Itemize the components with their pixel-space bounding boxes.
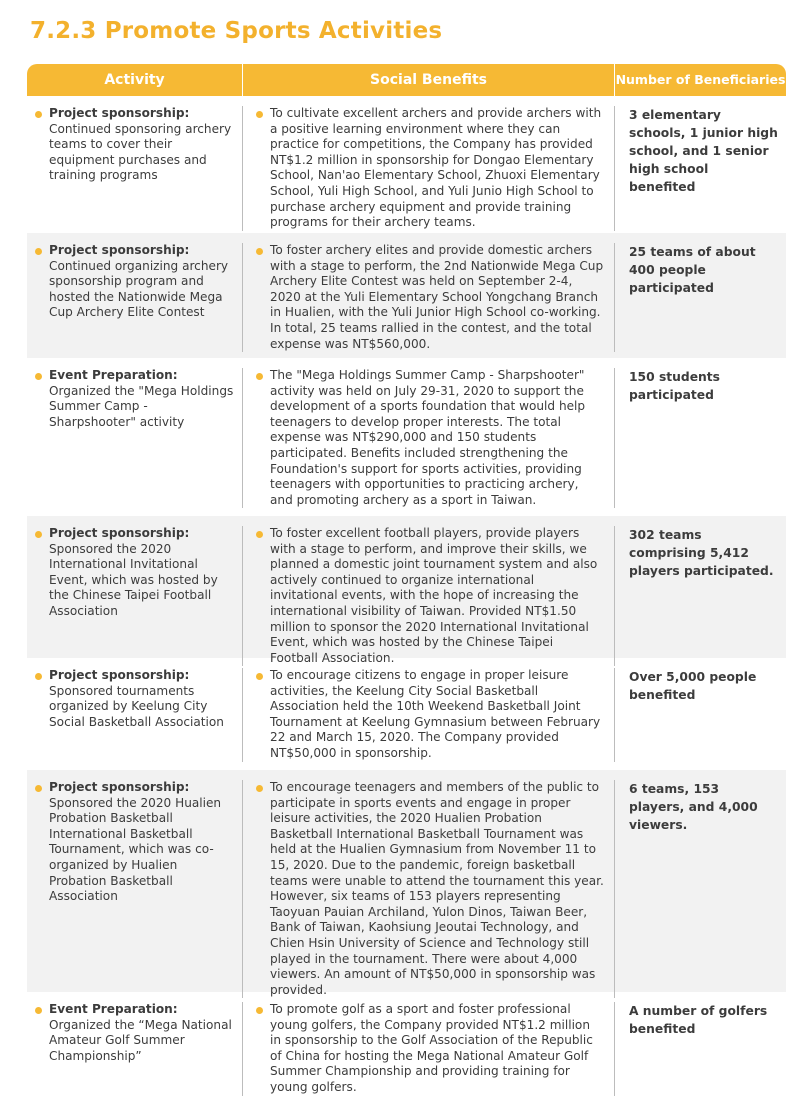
beneficiaries-cell: 25 teams of about 400 people participated xyxy=(614,243,786,352)
bullet-icon xyxy=(256,785,263,792)
social-benefits-cell xyxy=(242,1002,614,1096)
activity-description: Organized the “Mega National Amateur Golf Summer Championship” xyxy=(49,1017,232,1063)
bullet-icon xyxy=(256,531,263,538)
social-benefits-cell xyxy=(242,243,614,352)
bullet-icon xyxy=(35,1007,42,1014)
social-benefits-text: To foster archery elites and provide domestic archers with a stage to perform, the 2nd Nationwide Mega Cup Archery Elite Contest was held on September 2-4, 2020 at the Yuli Elementary School Yongchang Branch in Hualien, with the Yuli Junior High School co-working. In total, 25 teams rallied in the contest, and the total expense was NT$560,000. xyxy=(270,243,604,351)
activity-description: Sponsored tournaments organized by Keelung City Social Basketball Association xyxy=(49,683,224,729)
table-row xyxy=(27,358,786,516)
header-social-benefits: Social Benefits xyxy=(242,64,614,96)
table-header xyxy=(27,64,786,96)
social-benefits-text: To promote golf as a sport and foster professional young golfers, the Company provided NT$1.2 million in sponsorship to the Golf Association of the Republic of China for hosting the Mega National Amateur Golf Summer Championship and providing training for young golfers. xyxy=(270,1002,593,1094)
social-benefits-text: To foster excellent football players, provide players with a stage to perform, and improve their skills, we planned a domestic joint tournament system and also actively continued to organize international invitational events, with the hope of increasing the international visibility of Taiwan. Provided NT$1.50 million to sponsor the 2020 International Invitational Event, which was hosted by the Chinese Taipei Football Association. xyxy=(270,526,598,665)
activity-cell xyxy=(27,780,242,998)
beneficiaries-cell: 302 teams comprising 5,412 players participated. xyxy=(614,526,786,666)
activity-cell xyxy=(27,526,242,666)
bullet-icon xyxy=(256,1007,263,1014)
bullet-icon xyxy=(256,111,263,118)
table-row xyxy=(27,658,786,770)
beneficiaries-cell: Over 5,000 people benefited xyxy=(614,668,786,762)
activity-type: Project sponsorship: xyxy=(49,780,190,794)
social-benefits-cell xyxy=(242,106,614,231)
activity-type: Project sponsorship: xyxy=(49,106,190,120)
bullet-icon xyxy=(35,785,42,792)
social-benefits-cell xyxy=(242,368,614,508)
activity-description: Continued organizing archery sponsorship program and hosted the Nationwide Mega Cup Archery Elite Contest xyxy=(49,258,229,320)
activity-cell xyxy=(27,243,242,352)
activity-description: Sponsored the 2020 International Invitational Event, which was hosted by the Chinese Taipei Football Association xyxy=(49,541,218,618)
activity-type: Project sponsorship: xyxy=(49,668,190,682)
bullet-icon xyxy=(256,673,263,680)
activity-type: Event Preparation: xyxy=(49,1002,178,1016)
activity-description: Continued sponsoring archery teams to cover their equipment purchases and training programs xyxy=(49,121,232,183)
page-title: 7.2.3 Promote Sports Activities xyxy=(30,18,443,44)
activity-description: Organized the "Mega Holdings Summer Camp - Sharpshooter" activity xyxy=(49,383,234,429)
table-row xyxy=(27,516,786,665)
bullet-icon xyxy=(35,673,42,680)
beneficiaries-cell: A number of golfers benefited xyxy=(614,1002,786,1096)
table-row xyxy=(27,233,786,358)
bullet-icon xyxy=(35,531,42,538)
social-benefits-text: To encourage citizens to engage in proper leisure activities, the Keelung City Social Basketball Association held the 10th Weekend Basketball Joint Tournament at Keelung Gymnasium between February 22 and March 15, 2020. The Company provided NT$50,000 in sponsorship. xyxy=(270,668,601,760)
header-number-of-beneficiaries: Number of Beneficiaries xyxy=(614,64,786,96)
activity-cell xyxy=(27,1002,242,1096)
beneficiaries-cell: 3 elementary schools, 1 junior high school, and 1 senior high school benefited xyxy=(614,106,786,231)
table-row xyxy=(27,770,786,997)
social-benefits-text: To cultivate excellent archers and provide archers with a positive learning environment where they can practice for competitions, the Company has provided NT$1.2 million in sponsorship for Dongao Elementary School, Nan'ao Elementary School, Zhuoxi Elementary School, Yuli High School, and Yuli Junio High School to purchase archery equipment and provide training programs for their archery teams. xyxy=(270,106,602,230)
bullet-icon xyxy=(35,373,42,380)
table-row xyxy=(27,96,786,233)
social-benefits-cell xyxy=(242,668,614,762)
sports-activities-table xyxy=(27,64,786,1094)
activity-cell xyxy=(27,106,242,231)
activity-cell xyxy=(27,368,242,508)
social-benefits-cell xyxy=(242,526,614,666)
activity-description: Sponsored the 2020 Hualien Probation Basketball International Basketball Tournament, which was co-organized by Hualien Probation Basketball Association xyxy=(49,795,222,904)
bullet-icon xyxy=(35,111,42,118)
beneficiaries-cell: 6 teams, 153 players, and 4,000 viewers. xyxy=(614,780,786,998)
activity-type: Project sponsorship: xyxy=(49,243,190,257)
activity-cell xyxy=(27,668,242,762)
bullet-icon xyxy=(35,248,42,255)
activity-type: Event Preparation: xyxy=(49,368,178,382)
activity-type: Project sponsorship: xyxy=(49,526,190,540)
social-benefits-text: To encourage teenagers and members of the public to participate in sports events and engage in proper leisure activities, the 2020 Hualien Probation Basketball International Basketball Tournament was held at the Hualien Gymnasium from November 11 to 15, 2020. Due to the pandemic, foreign basketball teams were unable to attend the tournament this year. However, six teams of 153 players representing Taoyuan Pauian Archiland, Yulon Dinos, Taiwan Beer, Bank of Taiwan, Kaohsiung Jeoutai Technology, and Chien Hsin University of Science and Technology still played in the tournament. There were about 4,000 viewers. An amount of NT$50,000 in sponsorship was provided. xyxy=(270,780,604,997)
header-activity: Activity xyxy=(104,72,165,88)
social-benefits-text: The "Mega Holdings Summer Camp - Sharpshooter" activity was held on July 29-31, 2020 to support the development of a sports foundation that would help teenagers to develop proper interests. The total expense was NT$290,000 and 150 students participated. Benefits included strengthening the Foundation's support for sports activities, providing teenagers with opportunities to practicing archery, and promoting archery as a sport in Taiwan. xyxy=(270,368,586,507)
table-row xyxy=(27,992,786,1094)
bullet-icon xyxy=(256,248,263,255)
social-benefits-cell xyxy=(242,780,614,998)
bullet-icon xyxy=(256,373,263,380)
beneficiaries-cell: 150 students participated xyxy=(614,368,786,508)
